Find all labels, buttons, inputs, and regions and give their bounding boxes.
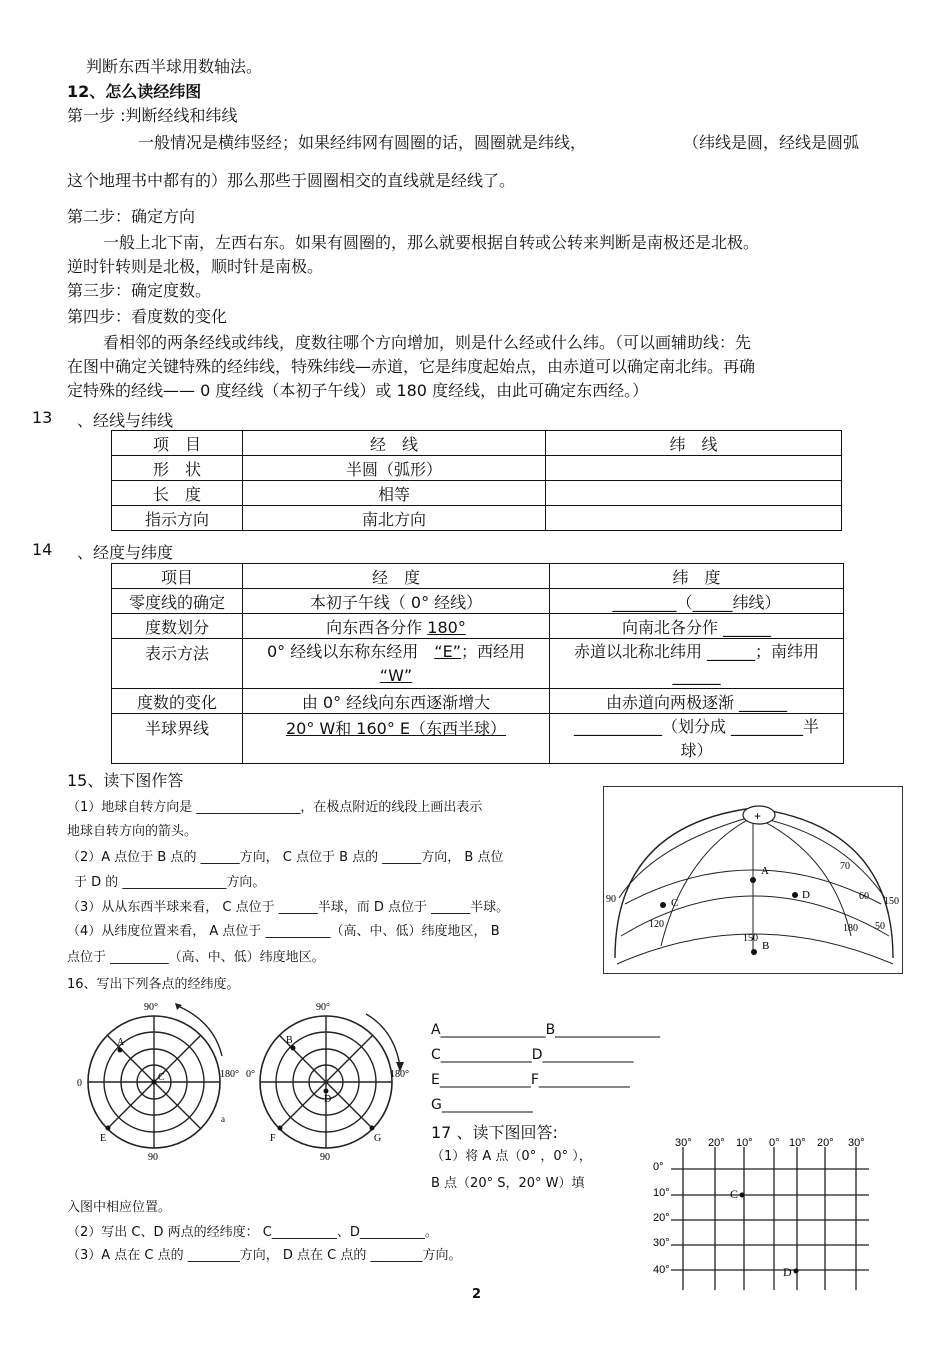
label-50: 50 — [875, 921, 885, 932]
s14-cell-fill[interactable]: ________（_____纬线） — [550, 589, 844, 614]
left-point-c — [152, 1080, 157, 1085]
s13-cell: 南北方向 — [243, 506, 546, 531]
s14-text: ；西经用 — [460, 641, 525, 661]
left-point-a — [118, 1048, 123, 1053]
left-arrow-head-icon — [175, 1003, 182, 1010]
s14-table — [111, 563, 844, 764]
s17-title: 17 、读下图回答: — [431, 1123, 558, 1142]
label-c: C — [671, 897, 679, 909]
top-label: 0° — [769, 1137, 780, 1149]
top-label: 20° — [708, 1137, 725, 1149]
left-label-a: A — [117, 1037, 125, 1048]
intro-line: 判断东西半球用数轴法。 — [86, 57, 263, 76]
s15-title: 15、读下图作答 — [67, 771, 184, 790]
left-point-e — [106, 1126, 111, 1131]
grid-point-d — [794, 1269, 799, 1274]
left-polar-view — [77, 1002, 239, 1163]
s14-cell: 由 0° 经线向东西逐渐增大 — [243, 689, 550, 714]
page-number: 2 — [472, 1287, 482, 1302]
label-d: D — [802, 889, 810, 901]
s12-step1-p2: 这个地理书中都有的）那么那些于圆圈相交的直线就是经线了。 — [67, 171, 516, 190]
s14-cell: 本初子午线（ 0° 经线） — [243, 589, 550, 614]
left-rotation-arrow-icon — [178, 1006, 222, 1056]
s14-answer: 180° — [427, 617, 466, 637]
s16-answer-ef[interactable]: E_____________F_____________ — [431, 1072, 630, 1088]
s15-q2b: 于 D 的 ________________方向。 — [74, 875, 266, 890]
s16-answer-cd[interactable]: C_____________D_____________ — [431, 1047, 634, 1063]
label-60: 60 — [859, 891, 869, 902]
right-point-g — [370, 1126, 375, 1131]
right-label-90-top: 90° — [316, 1002, 330, 1013]
s15-graticule-figure — [603, 786, 903, 974]
s14-answer-w: “W” — [379, 665, 413, 685]
label-b: B — [762, 940, 770, 952]
s12-step2-p1: 一般上北下南，左西右东。如果有圆圈的，那么就要根据自转或公转来判断是南极还是北极。 — [103, 233, 760, 252]
s17-q1a: （1）将 A 点（0° ，0° ）， — [431, 1149, 592, 1164]
s13-table — [111, 430, 842, 531]
right-label-90-bottom: 90 — [320, 1152, 330, 1163]
s15-q1b: 地球自转方向的箭头。 — [67, 824, 198, 839]
s17-grid-lines — [671, 1147, 869, 1290]
s15-q4b: 点位于 _________（高、中、低）纬度地区。 — [67, 950, 325, 965]
s14-cell-fill[interactable] — [550, 714, 844, 764]
s14-row-label: 度数划分 — [112, 614, 243, 639]
point-b — [751, 949, 757, 955]
s13-row-label: 指示方向 — [112, 506, 243, 531]
s14-text: 0° 经线以东称东经用 — [267, 641, 419, 661]
top-label: 30° — [848, 1137, 865, 1149]
s13-title: 、经线与纬线 — [77, 411, 174, 430]
left-label-180: 180° — [220, 1069, 239, 1080]
s14-text: 向东西各分作 — [326, 617, 423, 637]
s14-row-label: 零度线的确定 — [112, 589, 243, 614]
s17-q3: （3）A 点在 C 点的 ________方向， D 点在 C 点的 ________方向。 — [67, 1248, 462, 1263]
s14-row-label: 表示方法 — [112, 639, 243, 689]
s17-grid-figure — [645, 1132, 885, 1292]
right-label-f: F — [270, 1133, 276, 1144]
s12-step1-p1b: （纬线是圆，经线是圆弧 — [683, 133, 860, 152]
s13-cell: 半圆（弧形） — [243, 456, 546, 481]
s15-q3: （3）从从东西半球来看， C 点位于 ______半球，而 D 点位于 ______半球。 — [67, 900, 510, 915]
s14-header-latitude: 纬 度 — [550, 564, 844, 589]
point-a — [750, 877, 756, 883]
label-120: 120 — [649, 919, 664, 930]
left-label-90-bottom: 90 — [148, 1152, 158, 1163]
s13-cell-blank[interactable] — [546, 481, 842, 506]
s14-title: 、经度与纬度 — [77, 543, 174, 562]
s14-cell-fill[interactable]: 向南北各分作 ______ — [550, 614, 844, 639]
s13-header-parallel: 纬 线 — [546, 431, 842, 456]
right-rotation-arrow-icon — [366, 1014, 400, 1066]
s14-answer-e: “E” — [434, 641, 461, 661]
s14-row-label: 半球界线 — [112, 714, 243, 764]
s14-cell — [243, 639, 550, 689]
s14-blank[interactable]: ______ — [672, 665, 721, 685]
top-label: 10° — [736, 1137, 753, 1149]
s15-q4a: （4）从纬度位置来看， A 点位于 __________（高、中、低）纬度地区， B — [67, 924, 500, 939]
right-label-g: G — [374, 1133, 382, 1144]
right-polar-view — [246, 1002, 409, 1163]
s12-step2-p2: 逆时针转则是北极，顺时针是南极。 — [67, 257, 324, 276]
s14-num: 14 — [32, 540, 53, 559]
label-a: A — [761, 865, 769, 877]
s13-header-meridian: 经 线 — [243, 431, 546, 456]
label-90: 90 — [606, 894, 616, 905]
stray-mark: a — [221, 1114, 225, 1124]
top-label: 10° — [789, 1137, 806, 1149]
s13-cell-blank[interactable] — [546, 506, 842, 531]
s14-row-label: 度数的变化 — [112, 689, 243, 714]
s14-cell-fill[interactable]: 由赤道向两极逐渐 ______ — [550, 689, 844, 714]
label-180: 180 — [843, 923, 858, 934]
left-label: 40° — [653, 1264, 670, 1276]
s12-title: 12、怎么读经纬图 — [67, 82, 202, 101]
s15-q2a: （2）A 点位于 B 点的 ______方向， C 点位于 B 点的 ______方向， B 点位 — [67, 850, 504, 865]
right-point-f — [278, 1126, 283, 1131]
s12-step1-p1a: 一般情况是横纬竖经；如果经纬网有圆圈的话，圆圈就是纬线， — [138, 133, 587, 152]
s14-text: 赤道以北称北纬用 ______；南纬用 — [573, 641, 820, 661]
s14-cell-fill[interactable] — [550, 639, 844, 689]
s17-q2: （2）写出 C、D 两点的经纬度： C__________、D__________。 — [67, 1225, 438, 1240]
s14-text: ___________（划分成 _________半 — [573, 716, 820, 736]
right-point-d — [324, 1089, 329, 1094]
right-label-d: D — [324, 1094, 332, 1105]
s14-answer: 20° W和 160° E（东西半球） — [285, 719, 507, 738]
left-label-0: 0 — [77, 1078, 82, 1089]
grid-label-c: C — [730, 1187, 739, 1201]
label-70: 70 — [840, 861, 850, 872]
s17-q1c: 入图中相应位置。 — [67, 1200, 172, 1215]
s14-text: 球） — [680, 740, 713, 760]
s13-header-item: 项 目 — [112, 431, 243, 456]
s12-step4-p2: 在图中确定关键特殊的经纬线，特殊纬线—赤道，它是纬度起始点，由赤道可以确定南北纬。再确 — [67, 357, 756, 376]
right-point-b — [291, 1046, 296, 1051]
s12-step4-p3: 定特殊的经线—— 0 度经线（本初子午线）或 180 度经线，由此可确定东西经。） — [67, 381, 649, 400]
label-150: 150 — [743, 933, 758, 944]
s14-header-longitude: 经 度 — [243, 564, 550, 589]
left-label-c: C — [158, 1072, 165, 1083]
right-label-180: 180° — [390, 1069, 409, 1080]
right-label-b: B — [286, 1035, 293, 1046]
top-label: 30° — [675, 1137, 692, 1149]
s12-step4-title: 第四步：看度数的变化 — [67, 307, 228, 326]
right-label-0: 0° — [246, 1069, 255, 1080]
s16-polar-figures — [74, 1000, 414, 1165]
s14-cell — [243, 614, 550, 639]
s16-answer-ab[interactable]: A_______________B_______________ — [431, 1022, 661, 1038]
s12-step4-p1: 看相邻的两条经线或纬线，度数往哪个方向增加，则是什么经或什么纬。（可以画辅助线：先 — [103, 333, 752, 352]
left-label: 10° — [653, 1187, 670, 1199]
pole-plus-icon: + — [754, 809, 762, 823]
top-label: 20° — [817, 1137, 834, 1149]
left-label: 20° — [653, 1212, 670, 1224]
grid-point-c — [740, 1193, 745, 1198]
s13-row-label: 长 度 — [112, 481, 243, 506]
point-c — [660, 902, 666, 908]
s13-row-label: 形 状 — [112, 456, 243, 481]
meridian-150e — [761, 818, 885, 898]
s13-cell: 相等 — [243, 481, 546, 506]
s16-answer-g[interactable]: G_____________ — [431, 1097, 533, 1113]
s13-num: 13 — [32, 408, 53, 427]
left-label: 30° — [653, 1237, 670, 1249]
point-d — [792, 892, 798, 898]
s14-header-item: 项目 — [112, 564, 243, 589]
s12-step1-title: 第一步 :判断经线和纬线 — [67, 106, 238, 125]
s16-title: 16、写出下列各点的经纬度。 — [67, 977, 240, 992]
label-150-right: 150 — [884, 896, 899, 907]
s13-cell-blank[interactable] — [546, 456, 842, 481]
meridian-90 — [619, 818, 747, 898]
left-label-e: E — [100, 1133, 107, 1144]
left-label: 0° — [653, 1161, 664, 1173]
s12-step2-title: 第二步：确定方向 — [67, 207, 196, 226]
s17-q1b: B 点（20° S，20° W）填 — [431, 1176, 585, 1191]
left-label-90-top: 90° — [144, 1002, 158, 1013]
s14-cell — [243, 714, 550, 764]
grid-label-d: D — [783, 1265, 792, 1279]
s15-q1a: （1）地球自转方向是 ________________，在极点附近的线段上画出表示 — [67, 800, 483, 815]
s12-step3-title: 第三步：确定度数。 — [67, 281, 212, 300]
